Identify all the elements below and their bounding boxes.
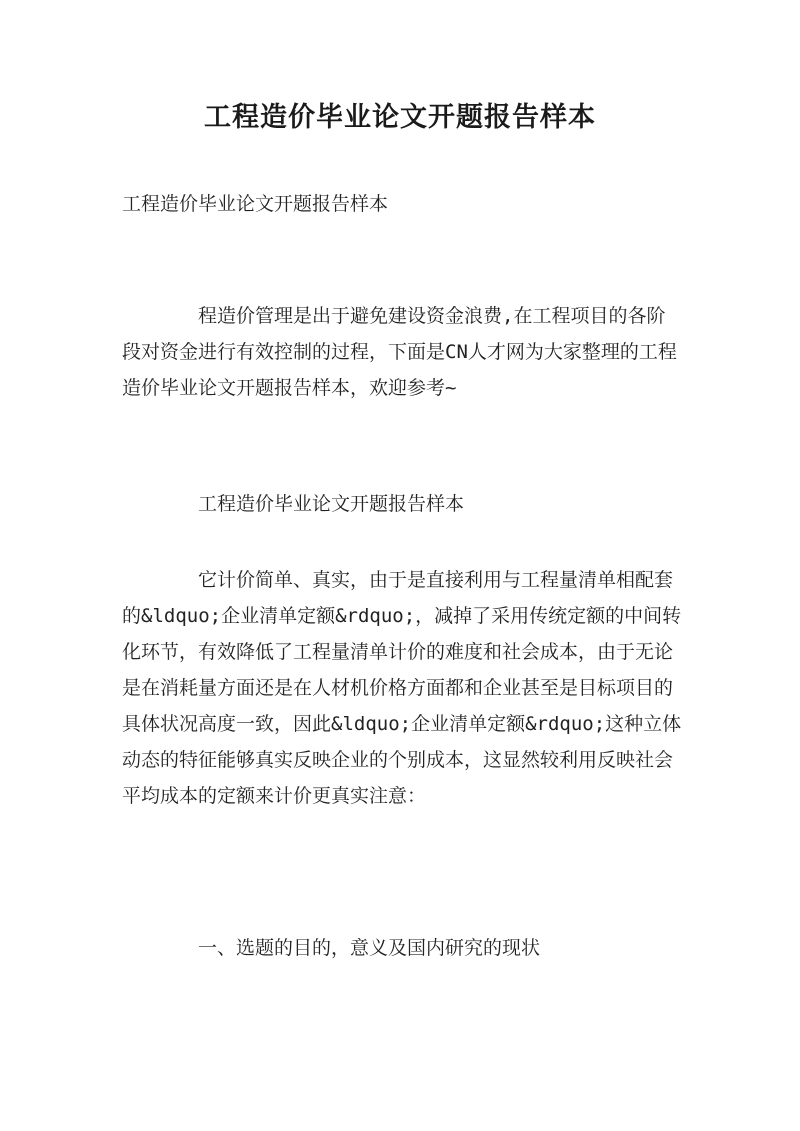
body-heading: 工程造价毕业论文开题报告样本 (198, 493, 465, 515)
document-subtitle: 工程造价毕业论文开题报告样本 (122, 193, 389, 215)
document-title: 工程造价毕业论文开题报告样本 (204, 102, 596, 133)
section-heading: 一、选题的目的，意义及国内研究的现状 (198, 937, 541, 959)
body-paragraph: 它计价简单、真实，由于是直接利用与工程量清单相配套的&ldquo;企业清单定额&rdquo;，减掉了采用传统定额的中间转化环节，有效降低了工程量清单计价的难度和社会成本，由于无论是在消耗量方面还是在人材机价格方面都和企业甚至是目标项目的具体状况高度一致，因此&ldquo;企业清单定额&rdquo;这种立体动态的特征能够真实反映企业的个别成本，这显然较利用反映社会平均成本的定额来计价更真实注意： (122, 569, 682, 807)
intro-paragraph: 程造价管理是出于避免建设资金浪费,在工程项目的各阶段对资金进行有效控制的过程，下面是CN人才网为大家整理的工程造价毕业论文开题报告样本，欢迎参考~ (122, 305, 677, 399)
